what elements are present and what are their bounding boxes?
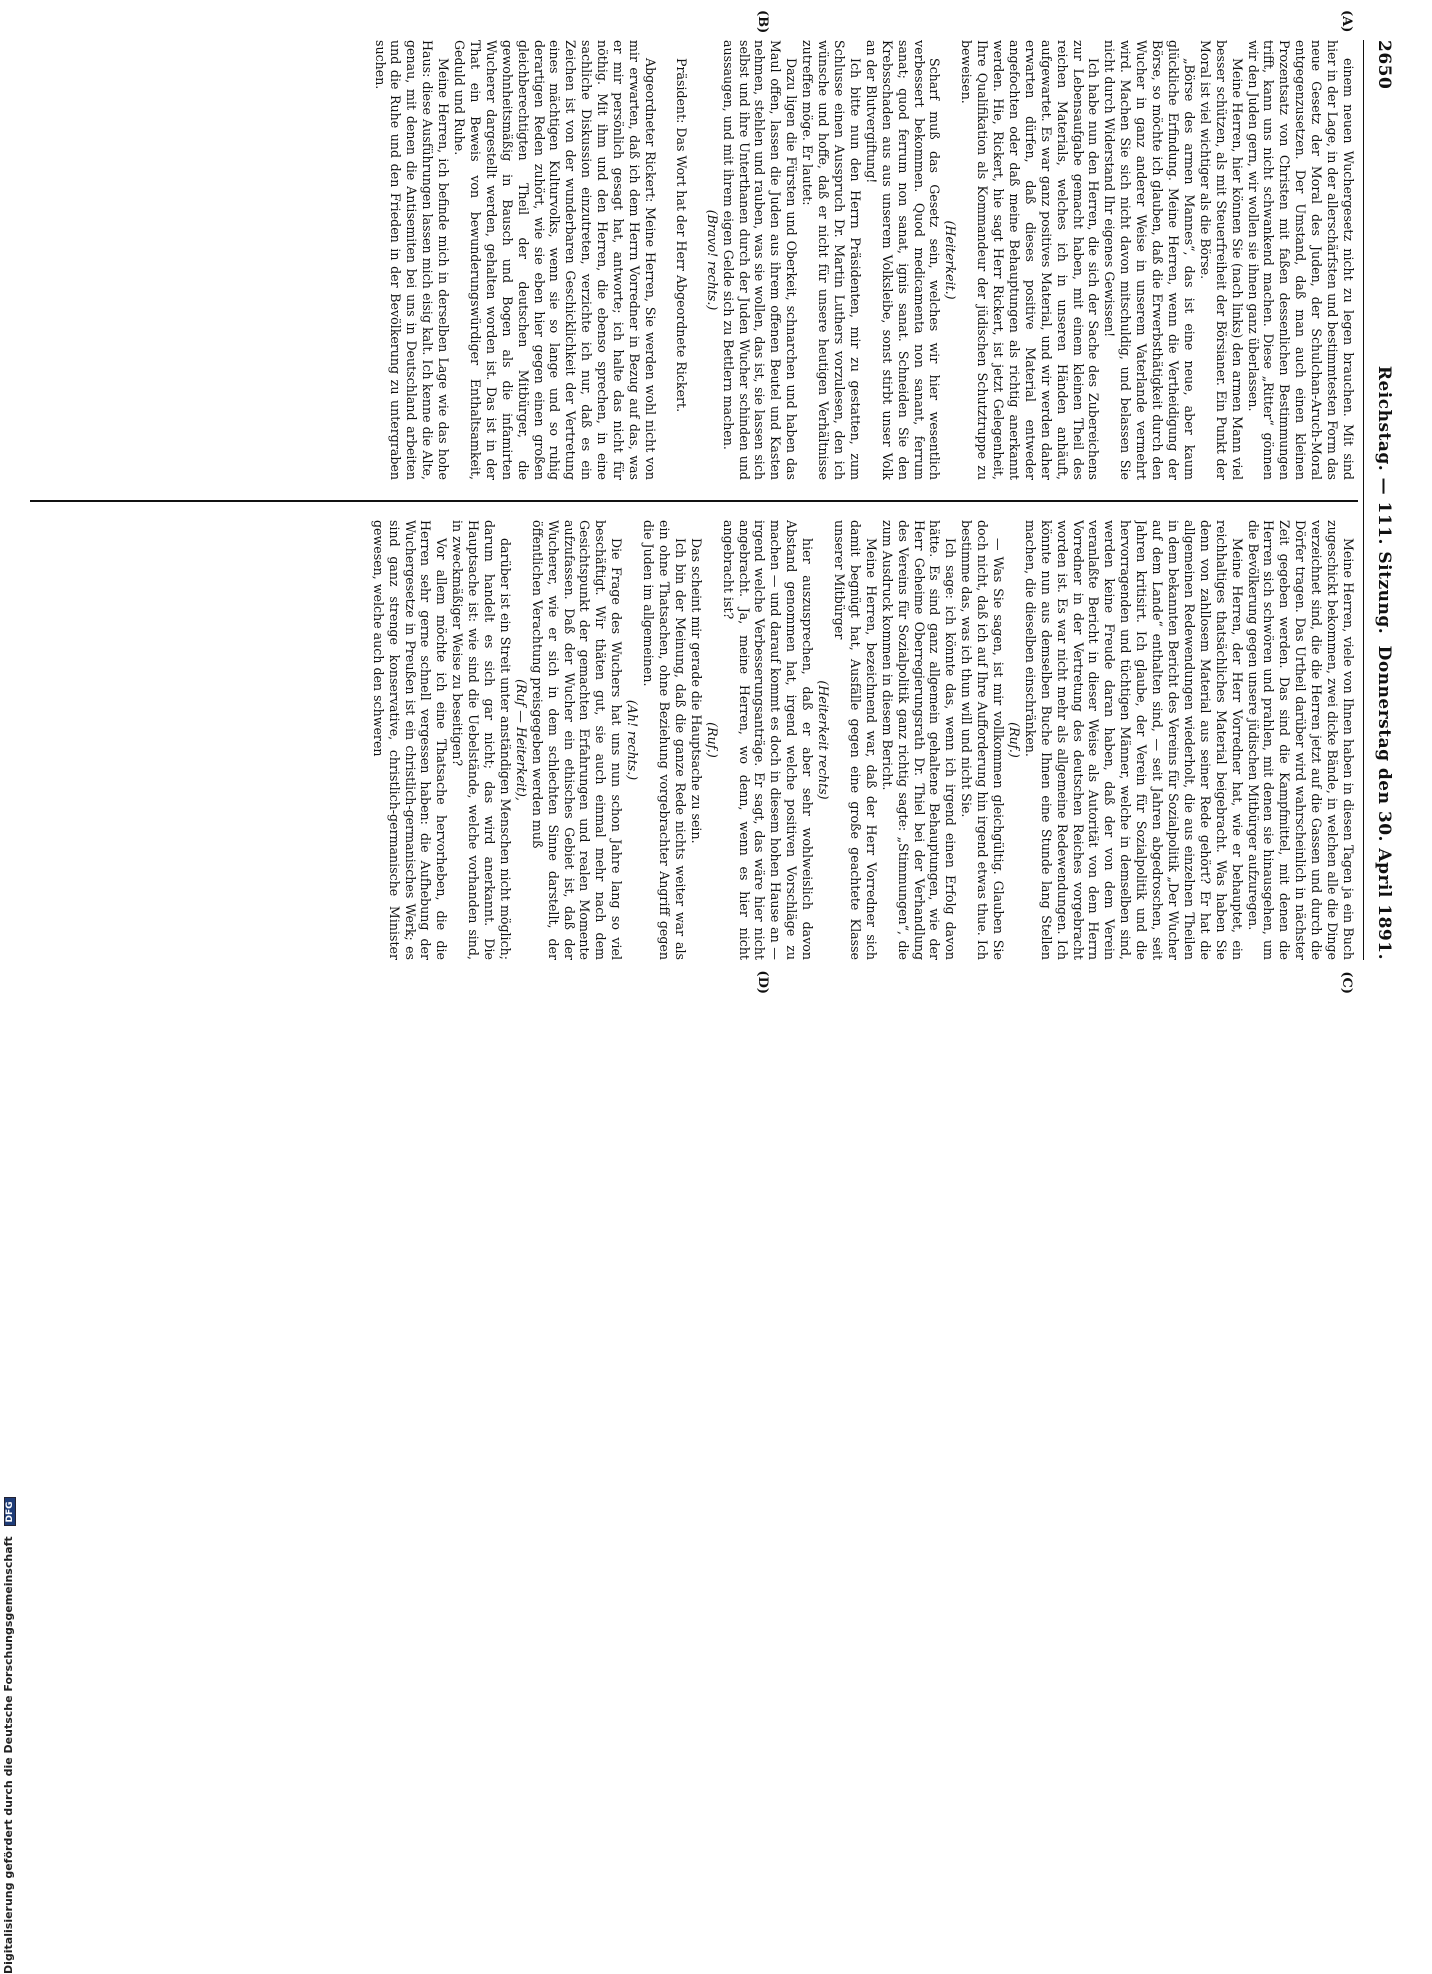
interjection: (Ruf.) <box>1006 722 1022 758</box>
margin-marker-d: (D) <box>755 970 770 994</box>
interjection: (Ruf — Heiterkeit), <box>513 679 529 801</box>
left-column <box>40 40 1356 480</box>
paragraph: Meine Herren, der Herr Vorredner hat, wie er behauptet, ein reichhaltiges thatsächliches Material beigebracht. Was haben Sie denn von zahllosem Material aus seiner Rede gehört? Er hat die allgemeinen Redewendungen wiederholt, die aus einzelnen Theilen in dem bekannten Bericht des Vereins für Sozialpolitik „Der Wucher auf dem Lande“ enthalten sind, — seit Jahren abgedroschen, seit Jahren kritisirt. Ich glaube, der Verein für Sozialpolitik und die hervorragenden und tüchtigen Männer, welche in demselben sind, werden keine Freude daran haben, daß der von dem Verein veranlaßte Bericht in dieser Weise als Autorität von dem Herrn Vorredner in der Vertretung des deutschen Reiches vorgebracht worden ist. Es war nicht mehr als allgemeine Redewendungen. Ich könnte nun aus demselben Buche Ihnen eine Stunde lang Stellen machen, die dieselben einschränken. <box>1022 520 1245 960</box>
paragraph: Ich habe nun den Herren, die sich der Sache des Zubereichens zur Lebensaufgabe gemacht haben, mit einem kleinen Theil des reichen Materials, welches ich in unseren Händen anhäuft, aufgewartet. Es war ganz positives Material, und wir werden daher erwarten dürfen, daß dieses positive Material entweder angefochten oder daß meine Behauptungen als richtig anerkannt werden. Hie, Rickert, hie sagt Herr Rickert, ist jetzt Gelegenheit, Ihre Qualifikation als Kommandeur der jüdischen Schutztruppe zu beweisen. <box>959 40 1102 480</box>
margin-marker-a: (A) <box>1339 10 1354 33</box>
paragraph: Scharf muß das Gesetz sein, welches wir hier wesentlich verbessert bekommen. Quod medicamenta non sanant, ferrum sanat; quod ferrum non sanat, ignis sanat. Schneiden Sie den Krebsschaden aus aus unserem Volksleibe, sonst stirbt unser Volk an der Blutvergiftung! <box>863 40 943 480</box>
paragraph: „Börse des armen Mannes“, das ist eine neue, aber kaum glückliche Erfindung. Meine Herren, wenn die Vertheidigung der Börse, so möchte ich glauben, daß die Erwerbsthätigkeit durch den Wucher in ganz anderer Weise in unserem Vaterlande vermehrt wird. Machen Sie sich nicht davon mitschuldig, und belassen Sie nicht durch Widerstand Ihr eigenes Gewissen! <box>1102 40 1197 480</box>
paragraph: darüber ist ein Streit unter anständigen Menschen nicht möglich; darum handelt es sich gar nicht; das wird anerkannt. Die Hauptsache ist: wie sind die Uebelstände, welche vorhanden sind, in zweckmäßiger Weise zu beseitigen? <box>450 520 513 960</box>
speaker-paragraph: Präsident: Das Wort hat der Herr Abgeordnete Rickert. <box>673 58 689 413</box>
interjection: (Ah! rechts.) <box>625 699 641 781</box>
paragraph: hier auszusprechen, daß er aber sehr wohlweislich davon Abstand genommen hat, irgend welche positiven Vorschläge zu machen — und darauf kommt es doch in diesem hohen Hause an — irgend welche Verbesserungsanträge. Er sagt, das wäre hier nicht angebracht. Ja, meine Herren, wo denn, wenn es hier nicht angebracht ist? <box>720 520 816 960</box>
paragraph: Meine Herren, hier können Sie (nach links) den armen Mann viel besser schützen, als mit Steuerfreiheit der Börsianer. Ein Punkt der Moral ist viel wichtiger als die Börse. <box>1197 40 1245 480</box>
dfg-logo: DFG <box>4 1497 16 1526</box>
spacer <box>658 40 673 480</box>
digitization-credit <box>2 974 22 1974</box>
running-head <box>1368 40 1394 960</box>
quotation: Dazu ligen die Fürsten und Oberkeit, schnarchen und haben das Maul offen, lassen die Juden aus ihrem offenen Beutel und Kasten nehmen, stehlen und rauben, was sie wollen, das ist, sie lassen sich selbst und ihre Unterthanen durch der Juden Wucher schinden und aussaugen, und mit ihrem eigen Gelde sich zu Bettlern machen. <box>720 40 800 480</box>
margin-marker-c: (C) <box>1339 971 1354 994</box>
paragraph: Das scheint mir gerade die Hauptsache zu sein. <box>688 538 704 844</box>
margin-marker-b: (B) <box>755 10 770 34</box>
paragraph: Meine Herren, viele von Ihnen haben in diesen Tagen ja ein Buch zugeschickt bekommen, zwei dicke Bände, in welchen alle die Dinge verzeichnet sind, die die Herren jetzt auf die Gassen und durch die Dörfer tragen. Das Urtheil darüber wird wahrscheinlich in nächster Zeit gegeben werden. Das sind die Kampfmittel, mit denen die Herren sich schwören und prahlen, mit denen sie hinausgehen, um die Bevölkerung gegen unsere jüdischen Mitbürger aufzuregen. <box>1245 520 1356 960</box>
credit-text: Digitalisierung gefördert durch die Deutsche Forschungsgemeinschaft <box>2 1536 15 1974</box>
header-rule <box>1363 40 1364 960</box>
interjection: (Ruf.) <box>704 722 720 758</box>
paragraph: Meine Herren, bezeichnend war, daß der Herr Vorredner sich damit begnügt hat, Ausfälle gegen eine große geachtete Klasse unserer Mitbürger <box>832 520 879 960</box>
paragraph: — Was Sie sagen, ist mir vollkommen gleichgültig. Glauben Sie doch nicht, daß ich auf Ihre Aufforderung hin irgend etwas thue. Ich bestimme das, was ich thun will und nicht Sie. <box>959 520 1007 960</box>
paragraph: einem neuen Wuchergesetz nicht zu legen brauchen. Mit sind hier in der Lage, in der allerschärfsten und bestimmtesten Form das neue Gesetz der Moral des Juden, der Schulchan-Aruch-Moral entgegenzusetzen. Der Umstand, daß man auch einen kleinen Prozentsatz von Christen mit faßen dessenlichen Bestimmungen trifft, kann uns nicht schwankend machen. Diese „Ritter“ gönnen wir den Juden gern, wir wollen sie ihnen ganz überlassen. <box>1245 40 1356 480</box>
paragraph: Ich sage: ich könnte das, wenn ich irgend einen Erfolg davon hätte. Es sind ganz allgemein gehaltene Behauptungen, wie der Herr Geheime Oberregierungsrath Dr. Thiel bei der Verhandlung des Vereins für Sozialpolitik ganz richtig sagte: „Stimmungen“, die zum Ausdruck kommen in diesem Bericht. <box>879 520 959 960</box>
page-number: 2650 <box>1374 40 1394 90</box>
right-column <box>40 520 1356 960</box>
scanned-page <box>0 0 1410 1000</box>
spacer <box>689 40 704 480</box>
paragraph: Die Frage des Wuchers hat uns nun schon Jahre lang so viel beschäftigt. Wir thäten gut, sie auch einmal mehr nach dem Gesichtspunkt der gemachten Erfahrungen und realen Momente aufzufassen. Daß der Wucher ein ethisches Gebiet ist, daß der Wucherer, wie er sich in dem schlechten Sinne darstellt, der öffentlichen Verachtung preisgegeben werden muß <box>529 520 625 960</box>
interjection: (Heiterkeit.) <box>943 220 959 300</box>
session-date: Donnerstag den 30. April 1891. <box>1374 645 1394 960</box>
interjection: (Bravo! rechts.) <box>704 209 720 311</box>
paragraph: Ich bitte nun den Herrn Präsidenten, mir zu gestatten, zum Schlusse einen Ausspruch Dr. Martin Luthers vorzulesen, den ich wünsche und hoffe, daß er nicht für unsere heutigen Verhältnisse zutreffen möge. Er lautet: <box>800 40 863 480</box>
paragraph: Vor allem möchte ich eine Thatsache hervorheben, die die Herren sehr gerne schnell vergessen haben: die Aufhebung der Wuchergesetze in Preußen ist ein christlich-germanisches Werk; es sind ganz strenge konservative, christlich-germanische Minister gewesen, welche auch den schweren <box>370 520 450 960</box>
footer-strip <box>0 0 22 1974</box>
interjection: (Heiterkeit rechts) <box>816 680 832 800</box>
session-title: Reichstag. — 111. Sitzung. <box>1374 365 1394 635</box>
paragraph: Ich bin der Meinung, daß die ganze Rede nichts weiter war als ein ohne Thatsachen, ohne Beziehung vorgebrachter Angriff gegen die Juden im allgemeinen. <box>641 520 688 960</box>
column-divider <box>30 500 1358 502</box>
speaker-paragraph: Abgeordneter Rickert: Meine Herren, Sie werden wohl nicht von mir erwarten, daß ich dem Herrn Vorredner in Bezug auf das, was er mir persönlich gesagt hat, antworte; ich halte das nicht für nöthig. Mit ihm und den Herren, die ebenso sprechen, in eine sachliche Diskussion einzutreten, verzichte ich nur, daß es ein Zeichen ist von der wunderbaren Geschicklichkeit der Vertretung eines mächtigen Kulturvolks, wenn sie so lange und so ruhig derartigen Reden zuhört, wie sie eben hier gegen einen großen gleichberechtigten Theil der deutschen Mitbürger, die gewohnheitsmäßig in Bausch und Bogen als die infamirten Wucherer dargestellt werden, gehalten worden ist. Das ist in der That ein Beweis von bewunderungswürdiger Enthaltsamkeit, Geduld und Ruhe. <box>452 40 658 480</box>
paragraph: Meine Herren, ich befinde mich in derselben Lage wie das hohe Haus: diese Ausführungen lassen mich eisig kalt. Ich kenne die Alte, genau, mit denen die Antisemiten bei uns in Deutschland arbeiten und die Ruhe und den Frieden in der Bevölkerung zu untergraben suchen. <box>372 40 452 480</box>
